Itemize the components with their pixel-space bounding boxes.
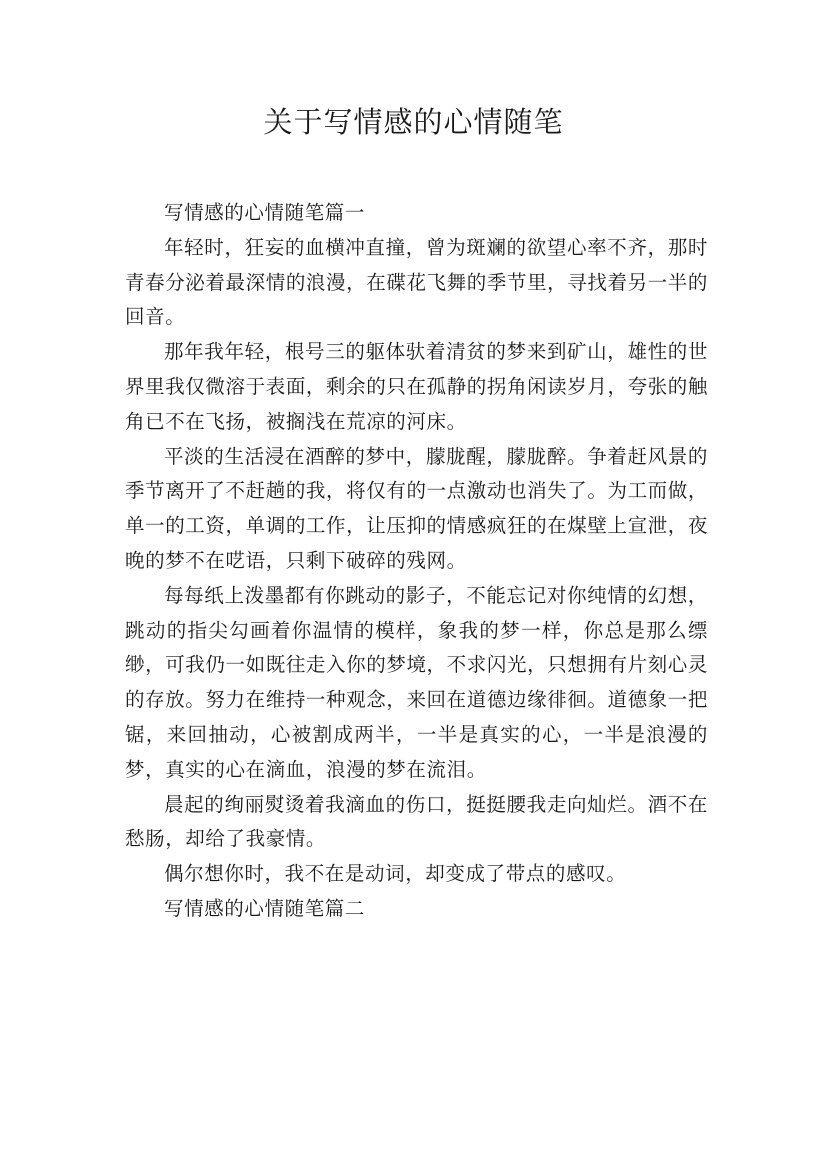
document-title: 关于写情感的心情随笔 bbox=[263, 105, 564, 139]
paragraph: 年轻时，狂妄的血横冲直撞，曾为斑斓的欲望心率不齐，那时青春分泌着最深情的浪漫，在碟花飞舞的季节里，寻找着另一半的回音。 bbox=[125, 235, 708, 329]
paragraph: 平淡的生活浸在酒醉的梦中，朦胧醒，朦胧醉。争着赶风景的季节离开了不赶趟的我，将仅有的一点激动也消失了。为工而做，单一的工资，单调的工作，让压抑的情感疯狂的在煤壁上宣泄，夜晚的梦不在呓语，只剩下破碎的残网。 bbox=[125, 444, 708, 572]
document-body bbox=[125, 196, 708, 927]
paragraph: 每每纸上泼墨都有你跳动的影子，不能忘记对你纯情的幻想，跳动的指尖勾画着你温情的模样，象我的梦一样，你总是那么缥缈，可我仍一如既往走入你的梦境，不求闪光，只想拥有片刻心灵的存放。努力在维持一种观念，来回在道德边缘徘徊。道德象一把锯，来回抽动，心被割成两半，一半是真实的心，一半是浪漫的梦，真实的心在滴血，浪漫的梦在流泪。 bbox=[125, 583, 708, 781]
paragraph: 晨起的绚丽熨烫着我滴血的伤口，挺挺腰我走向灿烂。酒不在愁肠，却给了我豪情。 bbox=[125, 792, 708, 851]
paragraph: 那年我年轻，根号三的躯体驮着清贫的梦来到矿山，雄性的世界里我仅微溶于表面，剩余的只在孤静的拐角闲读岁月，夸张的触角已不在飞扬，被搁浅在荒凉的河床。 bbox=[125, 340, 708, 433]
section-heading: 写情感的心情随笔篇一 bbox=[164, 201, 366, 224]
section-heading: 写情感的心情随笔篇二 bbox=[164, 896, 366, 920]
paragraph: 偶尔想你时，我不在是动词，却变成了带点的感叹。 bbox=[164, 862, 627, 886]
